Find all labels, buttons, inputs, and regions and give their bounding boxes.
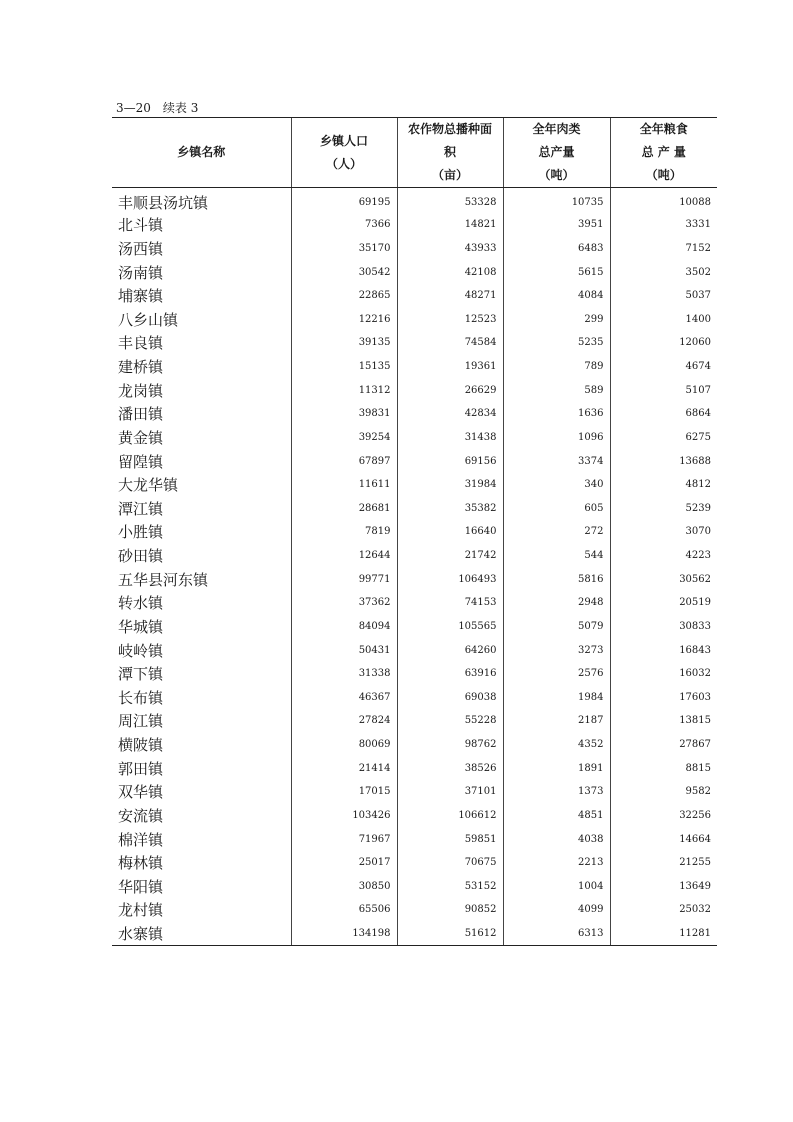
meat-output-cell: 3273	[503, 638, 610, 662]
grain-output-cell: 6864	[610, 402, 717, 426]
header-line: 积	[443, 145, 456, 159]
population-cell: 39831	[291, 402, 397, 426]
township-name-cell: 郭田镇	[118, 759, 164, 778]
township-name-cell: 龙村镇	[118, 901, 164, 920]
population-cell: 17015	[291, 780, 397, 804]
header-population	[291, 118, 397, 188]
sown-area-cell: 31438	[397, 426, 503, 450]
population-cell: 12216	[291, 308, 397, 332]
population-cell: 39254	[291, 426, 397, 450]
sown-area-cell: 106612	[397, 804, 503, 828]
township-name-cell: 汤南镇	[118, 263, 164, 282]
sown-area-cell: 63916	[397, 662, 503, 686]
township-name-cell: 周江镇	[118, 712, 164, 731]
meat-output-cell: 3374	[503, 449, 610, 473]
sown-area-cell: 69038	[397, 686, 503, 710]
header-meat-output	[503, 118, 610, 188]
grain-output-cell: 5037	[610, 284, 717, 308]
population-cell: 30850	[291, 875, 397, 899]
table-row	[112, 827, 717, 851]
header-line: 全年粮食	[639, 122, 688, 136]
table-row	[112, 331, 717, 355]
meat-output-cell: 605	[503, 497, 610, 521]
meat-output-cell: 6483	[503, 237, 610, 261]
population-cell: 46367	[291, 686, 397, 710]
table-row	[112, 780, 717, 804]
grain-output-cell: 27867	[610, 733, 717, 757]
sown-area-cell: 105565	[397, 615, 503, 639]
population-cell: 69195	[291, 188, 397, 214]
sown-area-cell: 53152	[397, 875, 503, 899]
sown-area-cell: 51612	[397, 922, 503, 946]
meat-output-cell: 299	[503, 308, 610, 332]
township-name-cell: 小胜镇	[118, 523, 164, 542]
table-row	[112, 686, 717, 710]
population-cell: 25017	[291, 851, 397, 875]
township-name-cell: 丰顺县汤坑镇	[118, 194, 209, 212]
population-cell: 80069	[291, 733, 397, 757]
township-name-cell: 埔寨镇	[118, 287, 164, 306]
grain-output-cell: 1400	[610, 308, 717, 332]
meat-output-cell: 1891	[503, 756, 610, 780]
grain-output-cell: 21255	[610, 851, 717, 875]
township-name-cell: 五华县河东镇	[118, 570, 209, 589]
table-row	[112, 284, 717, 308]
meat-output-cell: 544	[503, 544, 610, 568]
sown-area-cell: 70675	[397, 851, 503, 875]
table-row	[112, 497, 717, 521]
meat-output-cell: 4099	[503, 898, 610, 922]
grain-output-cell: 16843	[610, 638, 717, 662]
population-cell: 65506	[291, 898, 397, 922]
sown-area-cell: 42108	[397, 260, 503, 284]
meat-output-cell: 4851	[503, 804, 610, 828]
population-cell: 15135	[291, 355, 397, 379]
table-row	[112, 188, 717, 214]
meat-output-cell: 2948	[503, 591, 610, 615]
population-cell: 99771	[291, 567, 397, 591]
grain-output-cell: 10088	[610, 188, 717, 214]
sown-area-cell: 42834	[397, 402, 503, 426]
table-row	[112, 851, 717, 875]
meat-output-cell: 10735	[503, 188, 610, 214]
township-name-cell: 黄金镇	[118, 428, 164, 447]
meat-output-cell: 5079	[503, 615, 610, 639]
header-row	[112, 118, 717, 188]
table-row	[112, 260, 717, 284]
header-sown-area	[397, 118, 503, 188]
sown-area-cell: 55228	[397, 709, 503, 733]
table-row	[112, 426, 717, 450]
table-row	[112, 520, 717, 544]
sown-area-cell: 90852	[397, 898, 503, 922]
township-name-cell: 汤西镇	[118, 239, 164, 258]
population-cell: 22865	[291, 284, 397, 308]
table-row	[112, 355, 717, 379]
population-cell: 37362	[291, 591, 397, 615]
township-name-cell: 八乡山镇	[118, 310, 179, 329]
sown-area-cell: 74153	[397, 591, 503, 615]
township-name-cell: 横陂镇	[118, 736, 164, 755]
table-caption: 3—20 续表 3	[116, 101, 199, 115]
township-name-cell: 留隍镇	[118, 452, 164, 471]
sown-area-cell: 14821	[397, 213, 503, 237]
meat-output-cell: 6313	[503, 922, 610, 946]
table-row	[112, 544, 717, 568]
table-row	[112, 804, 717, 828]
sown-area-cell: 31984	[397, 473, 503, 497]
township-name-cell: 潭下镇	[118, 665, 164, 684]
meat-output-cell: 789	[503, 355, 610, 379]
meat-output-cell: 1636	[503, 402, 610, 426]
header-line: 农作物总播种面	[407, 122, 492, 136]
township-name-cell: 龙岗镇	[118, 381, 164, 400]
population-cell: 7366	[291, 213, 397, 237]
population-cell: 50431	[291, 638, 397, 662]
population-cell: 27824	[291, 709, 397, 733]
grain-output-cell: 3502	[610, 260, 717, 284]
header-line: 乡镇人口	[319, 133, 368, 148]
table-row	[112, 898, 717, 922]
township-name-cell: 砂田镇	[118, 547, 164, 566]
table-row	[112, 402, 717, 426]
header-line: 总产量	[538, 145, 575, 159]
grain-output-cell: 3331	[610, 213, 717, 237]
population-cell: 39135	[291, 331, 397, 355]
meat-output-cell: 2213	[503, 851, 610, 875]
meat-output-cell: 1373	[503, 780, 610, 804]
grain-output-cell: 13815	[610, 709, 717, 733]
township-name-cell: 丰良镇	[118, 334, 164, 353]
meat-output-cell: 1096	[503, 426, 610, 450]
population-cell: 7819	[291, 520, 397, 544]
grain-output-cell: 17603	[610, 686, 717, 710]
township-statistics-table	[112, 117, 717, 946]
population-cell: 103426	[291, 804, 397, 828]
table-row	[112, 875, 717, 899]
township-name-cell: 大龙华镇	[118, 476, 179, 495]
table-row	[112, 308, 717, 332]
sown-area-cell: 64260	[397, 638, 503, 662]
township-name-cell: 长布镇	[118, 688, 164, 707]
township-name-cell: 潭江镇	[118, 499, 164, 518]
grain-output-cell: 7152	[610, 237, 717, 261]
sown-area-cell: 43933	[397, 237, 503, 261]
sown-area-cell: 35382	[397, 497, 503, 521]
header-township-name	[112, 118, 291, 188]
sown-area-cell: 69156	[397, 449, 503, 473]
sown-area-cell: 37101	[397, 780, 503, 804]
table-row	[112, 213, 717, 237]
sown-area-cell: 98762	[397, 733, 503, 757]
meat-output-cell: 5615	[503, 260, 610, 284]
table-row	[112, 567, 717, 591]
township-name-cell: 水寨镇	[112, 922, 291, 946]
grain-output-cell: 14664	[610, 827, 717, 851]
population-cell: 35170	[291, 237, 397, 261]
township-name-cell: 潘田镇	[118, 405, 164, 424]
grain-output-cell: 32256	[610, 804, 717, 828]
population-cell: 31338	[291, 662, 397, 686]
grain-output-cell: 8815	[610, 756, 717, 780]
sown-area-cell: 16640	[397, 520, 503, 544]
township-name-cell: 安流镇	[118, 806, 164, 825]
header-grain-output	[610, 118, 717, 188]
table-row	[112, 709, 717, 733]
grain-output-cell: 6275	[610, 426, 717, 450]
meat-output-cell: 3951	[503, 213, 610, 237]
grain-output-cell: 30562	[610, 567, 717, 591]
township-name-cell: 双华镇	[118, 783, 164, 802]
meat-output-cell: 1004	[503, 875, 610, 899]
grain-output-cell: 25032	[610, 898, 717, 922]
population-cell: 134198	[291, 922, 397, 946]
header-unit: （吨）	[645, 168, 682, 182]
table-row	[112, 237, 717, 261]
table-body	[112, 188, 717, 946]
meat-output-cell: 340	[503, 473, 610, 497]
header-line: 总 产 量	[641, 145, 686, 159]
meat-output-cell: 5816	[503, 567, 610, 591]
meat-output-cell: 2187	[503, 709, 610, 733]
township-name-cell: 华阳镇	[118, 877, 164, 896]
sown-area-cell: 74584	[397, 331, 503, 355]
meat-output-cell: 4038	[503, 827, 610, 851]
grain-output-cell: 11281	[610, 922, 717, 946]
meat-output-cell: 5235	[503, 331, 610, 355]
header-unit: （吨）	[538, 168, 575, 182]
sown-area-cell: 38526	[397, 756, 503, 780]
population-cell: 11312	[291, 378, 397, 402]
table-row	[112, 733, 717, 757]
sown-area-cell: 26629	[397, 378, 503, 402]
header-unit: （亩）	[431, 168, 468, 182]
table-row	[112, 922, 717, 946]
township-name-cell: 北斗镇	[118, 216, 164, 235]
population-cell: 11611	[291, 473, 397, 497]
header-line: 全年肉类	[532, 122, 581, 136]
table-row	[112, 662, 717, 686]
grain-output-cell: 30833	[610, 615, 717, 639]
table-row	[112, 473, 717, 497]
meat-output-cell: 2576	[503, 662, 610, 686]
township-name-cell: 转水镇	[118, 594, 164, 613]
population-cell: 21414	[291, 756, 397, 780]
population-cell: 28681	[291, 497, 397, 521]
township-name-cell: 华城镇	[118, 617, 164, 636]
population-cell: 84094	[291, 615, 397, 639]
table-row	[112, 449, 717, 473]
meat-output-cell: 1984	[503, 686, 610, 710]
population-cell: 12644	[291, 544, 397, 568]
header-line: 乡镇名称	[177, 145, 226, 159]
table-row	[112, 638, 717, 662]
grain-output-cell: 13649	[610, 875, 717, 899]
township-name-cell: 棉洋镇	[118, 830, 164, 849]
population-cell: 71967	[291, 827, 397, 851]
sown-area-cell: 106493	[397, 567, 503, 591]
grain-output-cell: 9582	[610, 780, 717, 804]
meat-output-cell: 4084	[503, 284, 610, 308]
table-row	[112, 615, 717, 639]
grain-output-cell: 5239	[610, 497, 717, 521]
meat-output-cell: 272	[503, 520, 610, 544]
grain-output-cell: 4674	[610, 355, 717, 379]
sown-area-cell: 59851	[397, 827, 503, 851]
grain-output-cell: 3070	[610, 520, 717, 544]
sown-area-cell: 12523	[397, 308, 503, 332]
header-unit: （人）	[325, 156, 362, 171]
grain-output-cell: 5107	[610, 378, 717, 402]
township-name-cell: 岐岭镇	[118, 641, 164, 660]
township-name-cell: 建桥镇	[118, 358, 164, 377]
grain-output-cell: 16032	[610, 662, 717, 686]
sown-area-cell: 48271	[397, 284, 503, 308]
population-cell: 30542	[291, 260, 397, 284]
grain-output-cell: 12060	[610, 331, 717, 355]
sown-area-cell: 19361	[397, 355, 503, 379]
table-row	[112, 756, 717, 780]
grain-output-cell: 4812	[610, 473, 717, 497]
table-row	[112, 378, 717, 402]
grain-output-cell: 4223	[610, 544, 717, 568]
sown-area-cell: 53328	[397, 188, 503, 214]
grain-output-cell: 13688	[610, 449, 717, 473]
meat-output-cell: 589	[503, 378, 610, 402]
meat-output-cell: 4352	[503, 733, 610, 757]
township-name-cell: 梅林镇	[118, 854, 164, 873]
table-row	[112, 591, 717, 615]
grain-output-cell: 20519	[610, 591, 717, 615]
population-cell: 67897	[291, 449, 397, 473]
sown-area-cell: 21742	[397, 544, 503, 568]
